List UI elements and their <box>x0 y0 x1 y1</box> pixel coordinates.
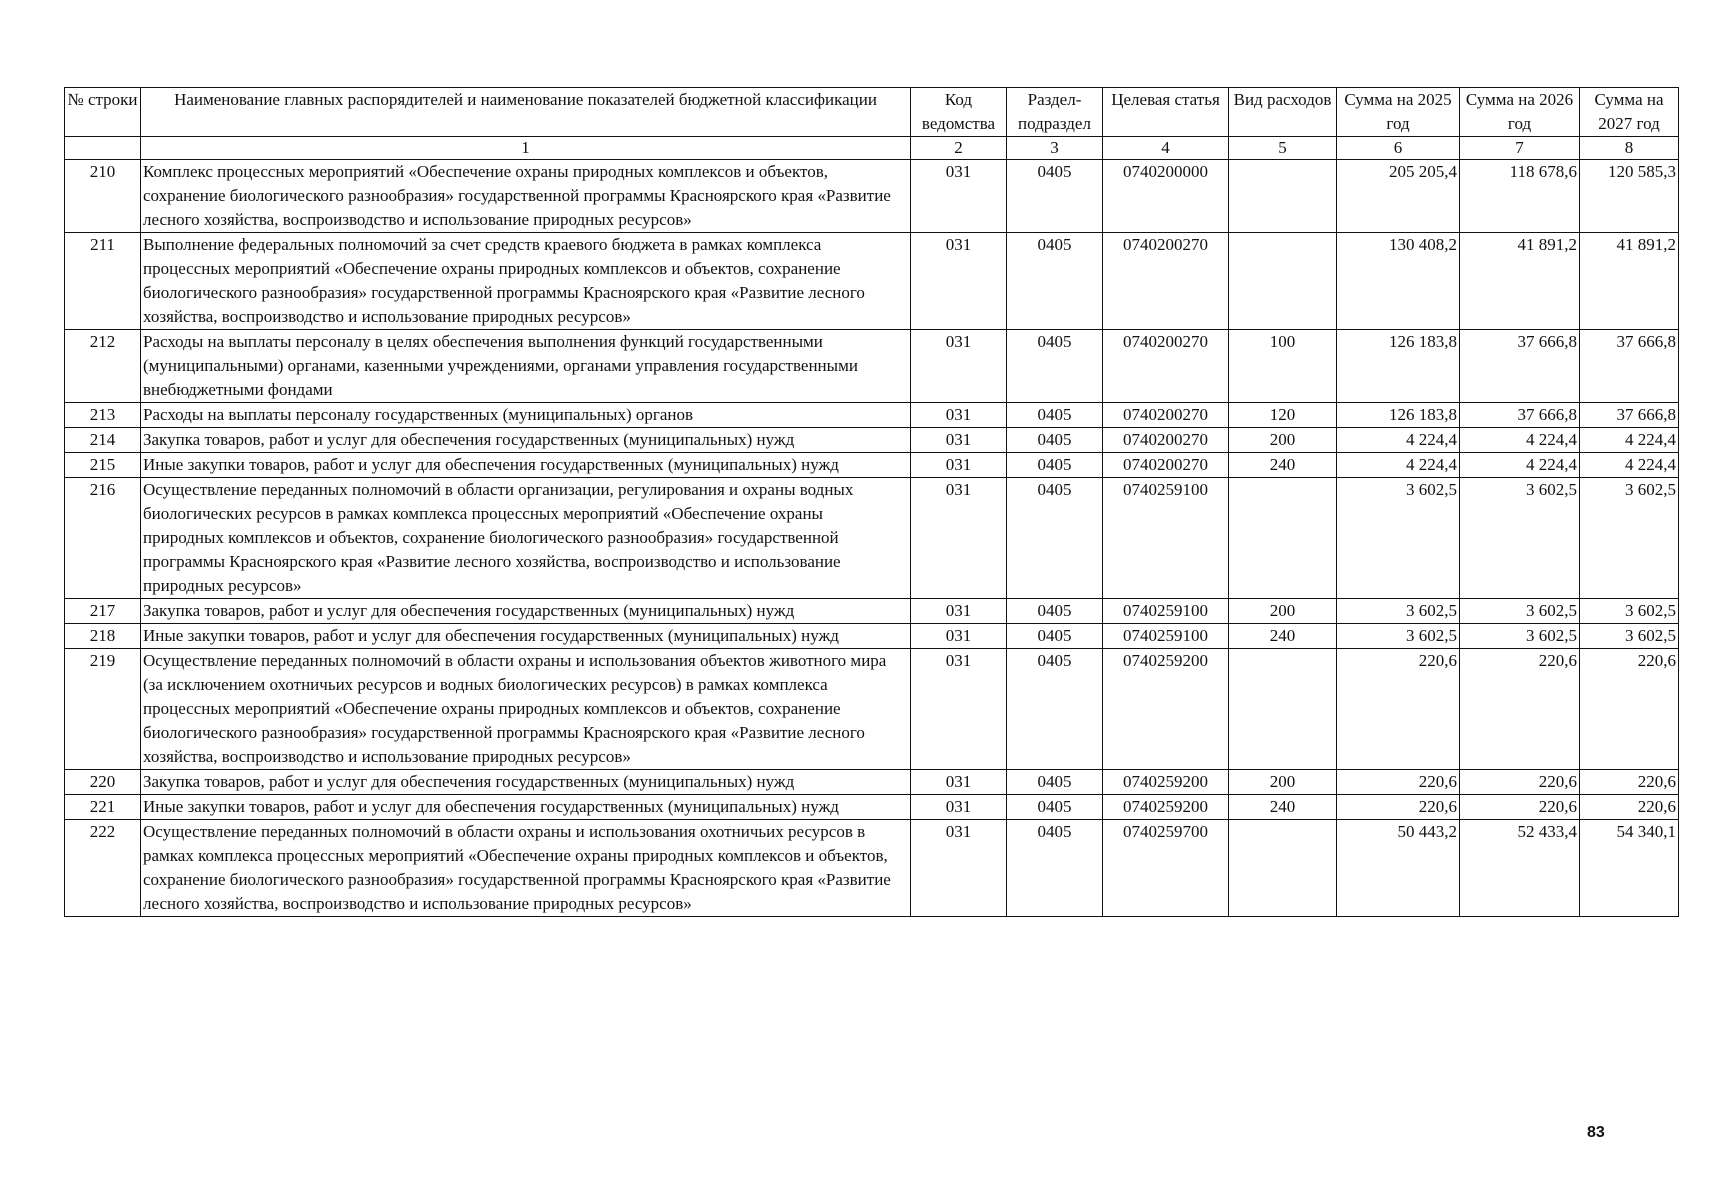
row-name: Закупка товаров, работ и услуг для обеспечения государственных (муниципальных) нужд <box>141 599 911 624</box>
sum-2027: 4 224,4 <box>1580 453 1679 478</box>
sum-2027: 54 340,1 <box>1580 820 1679 917</box>
sum-2027: 3 602,5 <box>1580 624 1679 649</box>
sum-2025: 3 602,5 <box>1337 599 1460 624</box>
sum-2026: 4 224,4 <box>1460 453 1580 478</box>
header-row-number: № строки <box>65 88 141 137</box>
department-code: 031 <box>911 820 1007 917</box>
target-article: 0740200000 <box>1103 160 1229 233</box>
row-name: Иные закупки товаров, работ и услуг для обеспечения государственных (муниципальных) нужд <box>141 453 911 478</box>
row-number: 210 <box>65 160 141 233</box>
header-sum-2026: Сумма на 2026 год <box>1460 88 1580 137</box>
sum-2026: 37 666,8 <box>1460 403 1580 428</box>
column-number: 6 <box>1337 137 1460 160</box>
header-sum-2025: Сумма на 2025 год <box>1337 88 1460 137</box>
target-article: 0740200270 <box>1103 453 1229 478</box>
target-article: 0740200270 <box>1103 233 1229 330</box>
sum-2026: 220,6 <box>1460 795 1580 820</box>
department-code: 031 <box>911 160 1007 233</box>
row-number: 214 <box>65 428 141 453</box>
table-row <box>65 233 1679 330</box>
table-row <box>65 478 1679 599</box>
row-name: Комплекс процессных мероприятий «Обеспечение охраны природных комплексов и объектов, сохранение биологического разнообразия» государственной программы Красноярского края «Развитие лесного хозяйства, воспроизводство и использование природных ресурсов» <box>141 160 911 233</box>
sum-2025: 126 183,8 <box>1337 403 1460 428</box>
sum-2027: 3 602,5 <box>1580 478 1679 599</box>
sum-2026: 220,6 <box>1460 770 1580 795</box>
row-number: 218 <box>65 624 141 649</box>
sum-2026: 4 224,4 <box>1460 428 1580 453</box>
header-sum-2027: Сумма на 2027 год <box>1580 88 1679 137</box>
section-code: 0405 <box>1007 160 1103 233</box>
row-number: 215 <box>65 453 141 478</box>
column-number <box>65 137 141 160</box>
expense-type: 200 <box>1229 599 1337 624</box>
sum-2025: 4 224,4 <box>1337 453 1460 478</box>
sum-2026: 37 666,8 <box>1460 330 1580 403</box>
expense-type <box>1229 233 1337 330</box>
row-name: Выполнение федеральных полномочий за счет средств краевого бюджета в рамках комплекса процессных мероприятий «Обеспечение охраны природных комплексов и объектов, сохранение биологического разнообразия» государственной программы Красноярского края «Развитие лесного хозяйства, воспроизводство и использование природных ресурсов» <box>141 233 911 330</box>
row-name: Осуществление переданных полномочий в области организации, регулирования и охраны водных биологических ресурсов в рамках комплекса процессных мероприятий «Обеспечение охраны природных комплексов и объектов, сохранение биологического разнообразия» государственной программы Красноярского края «Развитие лесного хозяйства, воспроизводство и использование природных ресурсов» <box>141 478 911 599</box>
target-article: 0740259100 <box>1103 624 1229 649</box>
column-number: 2 <box>911 137 1007 160</box>
budget-table <box>64 87 1679 917</box>
sum-2025: 205 205,4 <box>1337 160 1460 233</box>
table-row <box>65 599 1679 624</box>
sum-2027: 41 891,2 <box>1580 233 1679 330</box>
department-code: 031 <box>911 453 1007 478</box>
section-code: 0405 <box>1007 624 1103 649</box>
sum-2025: 220,6 <box>1337 770 1460 795</box>
sum-2025: 50 443,2 <box>1337 820 1460 917</box>
row-name: Иные закупки товаров, работ и услуг для обеспечения государственных (муниципальных) нужд <box>141 624 911 649</box>
row-number: 217 <box>65 599 141 624</box>
target-article: 0740259200 <box>1103 649 1229 770</box>
row-name: Осуществление переданных полномочий в области охраны и использования объектов животного мира (за исключением охотничьих ресурсов и водных биологических ресурсов) в рамках комплекса процессных мероприятий «Обеспечение охраны природных комплексов и объектов, сохранение биологического разнообразия» государственной программы Красноярского края «Развитие лесного хозяйства, воспроизводство и использование природных ресурсов» <box>141 649 911 770</box>
row-number: 211 <box>65 233 141 330</box>
column-number: 4 <box>1103 137 1229 160</box>
target-article: 0740200270 <box>1103 403 1229 428</box>
department-code: 031 <box>911 599 1007 624</box>
target-article: 0740200270 <box>1103 330 1229 403</box>
table-body <box>65 160 1679 917</box>
section-code: 0405 <box>1007 599 1103 624</box>
row-name: Расходы на выплаты персоналу в целях обеспечения выполнения функций государственными (муниципальными) органами, казенными учреждениями, органами управления государственными внебюджетными фондами <box>141 330 911 403</box>
column-number: 3 <box>1007 137 1103 160</box>
department-code: 031 <box>911 795 1007 820</box>
department-code: 031 <box>911 403 1007 428</box>
sum-2027: 120 585,3 <box>1580 160 1679 233</box>
sum-2026: 52 433,4 <box>1460 820 1580 917</box>
column-number-row <box>65 137 1679 160</box>
expense-type: 200 <box>1229 770 1337 795</box>
target-article: 0740259100 <box>1103 599 1229 624</box>
sum-2027: 220,6 <box>1580 795 1679 820</box>
table-row <box>65 770 1679 795</box>
table-row <box>65 330 1679 403</box>
section-code: 0405 <box>1007 795 1103 820</box>
sum-2025: 3 602,5 <box>1337 624 1460 649</box>
section-code: 0405 <box>1007 770 1103 795</box>
expense-type: 100 <box>1229 330 1337 403</box>
expense-type <box>1229 160 1337 233</box>
department-code: 031 <box>911 330 1007 403</box>
expense-type <box>1229 649 1337 770</box>
page-number: 83 <box>1587 1124 1605 1141</box>
row-name: Закупка товаров, работ и услуг для обеспечения государственных (муниципальных) нужд <box>141 428 911 453</box>
table-row <box>65 403 1679 428</box>
header-expense-type: Вид расходов <box>1229 88 1337 137</box>
sum-2027: 4 224,4 <box>1580 428 1679 453</box>
sum-2027: 220,6 <box>1580 649 1679 770</box>
expense-type: 240 <box>1229 453 1337 478</box>
sum-2027: 220,6 <box>1580 770 1679 795</box>
table-header-row <box>65 88 1679 137</box>
row-name: Расходы на выплаты персоналу государственных (муниципальных) органов <box>141 403 911 428</box>
column-number: 7 <box>1460 137 1580 160</box>
row-number: 219 <box>65 649 141 770</box>
section-code: 0405 <box>1007 453 1103 478</box>
expense-type <box>1229 820 1337 917</box>
sum-2026: 118 678,6 <box>1460 160 1580 233</box>
section-code: 0405 <box>1007 403 1103 428</box>
sum-2025: 220,6 <box>1337 795 1460 820</box>
table-row <box>65 795 1679 820</box>
section-code: 0405 <box>1007 330 1103 403</box>
table-row <box>65 428 1679 453</box>
department-code: 031 <box>911 770 1007 795</box>
expense-type: 240 <box>1229 795 1337 820</box>
row-number: 216 <box>65 478 141 599</box>
table-row <box>65 649 1679 770</box>
sum-2026: 3 602,5 <box>1460 624 1580 649</box>
row-name: Закупка товаров, работ и услуг для обеспечения государственных (муниципальных) нужд <box>141 770 911 795</box>
sum-2025: 220,6 <box>1337 649 1460 770</box>
sum-2025: 3 602,5 <box>1337 478 1460 599</box>
sum-2026: 41 891,2 <box>1460 233 1580 330</box>
sum-2027: 3 602,5 <box>1580 599 1679 624</box>
table-row <box>65 820 1679 917</box>
row-number: 212 <box>65 330 141 403</box>
row-number: 220 <box>65 770 141 795</box>
expense-type: 120 <box>1229 403 1337 428</box>
column-number: 1 <box>141 137 911 160</box>
department-code: 031 <box>911 233 1007 330</box>
table-row <box>65 160 1679 233</box>
department-code: 031 <box>911 624 1007 649</box>
sum-2025: 126 183,8 <box>1337 330 1460 403</box>
header-name: Наименование главных распорядителей и наименование показателей бюджетной классификации <box>141 88 911 137</box>
row-name: Осуществление переданных полномочий в области охраны и использования охотничьих ресурсов в рамках комплекса процессных мероприятий «Обеспечение охраны природных комплексов и объектов, сохранение биологического разнообразия» государственной программы Красноярского края «Развитие лесного хозяйства, воспроизводство и использование природных ресурсов» <box>141 820 911 917</box>
section-code: 0405 <box>1007 428 1103 453</box>
department-code: 031 <box>911 649 1007 770</box>
expense-type: 200 <box>1229 428 1337 453</box>
row-number: 213 <box>65 403 141 428</box>
row-number: 222 <box>65 820 141 917</box>
sum-2026: 220,6 <box>1460 649 1580 770</box>
section-code: 0405 <box>1007 820 1103 917</box>
section-code: 0405 <box>1007 478 1103 599</box>
table-row <box>65 624 1679 649</box>
column-number: 5 <box>1229 137 1337 160</box>
column-number: 8 <box>1580 137 1679 160</box>
target-article: 0740259700 <box>1103 820 1229 917</box>
target-article: 0740259200 <box>1103 770 1229 795</box>
header-target-article: Целевая статья <box>1103 88 1229 137</box>
sum-2027: 37 666,8 <box>1580 330 1679 403</box>
expense-type <box>1229 478 1337 599</box>
sum-2025: 4 224,4 <box>1337 428 1460 453</box>
sum-2026: 3 602,5 <box>1460 478 1580 599</box>
section-code: 0405 <box>1007 233 1103 330</box>
sum-2025: 130 408,2 <box>1337 233 1460 330</box>
target-article: 0740200270 <box>1103 428 1229 453</box>
table-row <box>65 453 1679 478</box>
section-code: 0405 <box>1007 649 1103 770</box>
target-article: 0740259100 <box>1103 478 1229 599</box>
sum-2027: 37 666,8 <box>1580 403 1679 428</box>
department-code: 031 <box>911 428 1007 453</box>
department-code: 031 <box>911 478 1007 599</box>
row-number: 221 <box>65 795 141 820</box>
expense-type: 240 <box>1229 624 1337 649</box>
row-name: Иные закупки товаров, работ и услуг для обеспечения государственных (муниципальных) нужд <box>141 795 911 820</box>
sum-2026: 3 602,5 <box>1460 599 1580 624</box>
header-department-code: Код ведомства <box>911 88 1007 137</box>
header-section: Раздел-подраздел <box>1007 88 1103 137</box>
target-article: 0740259200 <box>1103 795 1229 820</box>
